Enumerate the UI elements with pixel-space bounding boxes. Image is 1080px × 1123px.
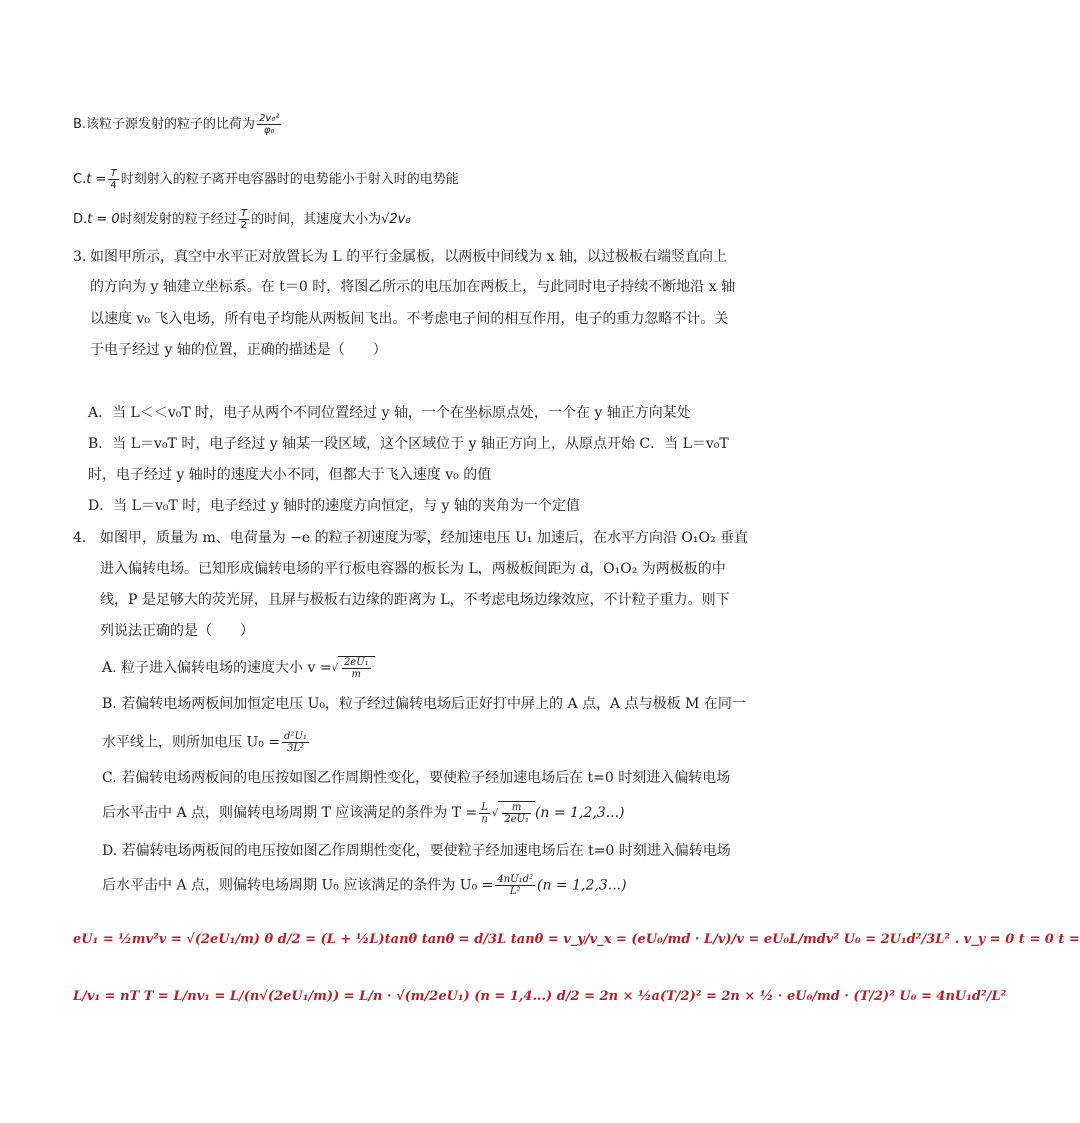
q4-option-c-line2: 后水平击中 A 点，则偏转电场周期 T 应该满足的条件为 T = $\frac{L}{n}$ √ $\frac{m}{\text{2eU₁}}$ (n = 1,2,3...) xyxy=(102,801,625,825)
answer-line1: eU₁ = ½mv²v = √(2eU₁/m) θ d/2 = (L + ½L)tanθ tanθ = d/3L tanθ = v_y/v_x = (eU₀/md · L/v)/v = eU₀L/mdv² U₀ = 2U₁d²/3L² . v_y = 0 t = 0 t = xyxy=(73,932,1080,947)
q4-number: 4. xyxy=(73,530,87,546)
q3-line1: 如图甲所示，真空中水平正对放置长为 L 的平行金属板，以两板中间线为 x 轴，以过极板右端竖直向上 xyxy=(90,249,727,265)
q4-option-b-line2: 水平线上，则所加电压 U₀ = $\frac{\text{d²U₁}}{\text{3L²}}$ xyxy=(102,731,307,754)
q3-option-b-line2: 时，电子经过 y 轴时的速度大小不同，但都大于飞入速度 v₀ 的值 xyxy=(88,467,492,483)
q3-option-b-line1: B．当 L＝v₀T 时，电子经过 y 轴某一段区域，这个区域位于 y 轴正方向上，从原点开始 C．当 L＝v₀T xyxy=(88,436,729,452)
prev-option-c: C.t = $\frac{T}{4}$ 时刻射入的粒子离开电容器时的电势能小于射入时的电势能 xyxy=(73,168,459,191)
sqrt-fraction: √ $\frac{\text{2eU₁}}{m}$ xyxy=(332,656,375,680)
q4-line3: 线，P 是足够大的荧光屏，且屏与极板右边缘的距离为 L，不考虑电场边缘效应，不计粒子重力。则下 xyxy=(100,592,730,608)
q4-line4: 列说法正确的是（ ） xyxy=(100,623,254,639)
q4-option-d-line2: 后水平击中 A 点，则偏转电场周期 U₀ 应该满足的条件为 U₀ = $\frac{\text{4nU₁d²}}{\text{L²}}$ (n = 1,2,3...) xyxy=(102,874,627,897)
prev-option-d: D.t = 0时刻发射的粒子经过 $\frac{T}{2}$ 的时间，其速度大小为√2v₀ xyxy=(73,208,411,231)
q4-option-b-line1: B. 若偏转电场两板间加恒定电压 U₀，粒子经过偏转电场后正好打中屏上的 A 点，A 点与极板 M 在同一 xyxy=(102,696,746,712)
option-b-fraction: $\frac{\text{2v₀²}}{\text{φ₀}}$ xyxy=(259,113,280,136)
q3-line4: 于电子经过 y 轴的位置，正确的描述是（ ） xyxy=(90,342,387,358)
option-b-text: B.该粒子源发射的粒子的比荷为 xyxy=(73,117,256,132)
option-c-fraction: $\frac{T}{4}$ xyxy=(110,168,117,191)
voltage-fraction: $\frac{\text{d²U₁}}{\text{3L²}}$ xyxy=(284,731,307,754)
q3-number: 3. xyxy=(73,249,87,265)
q3-option-d: D．当 L＝v₀T 时，电子经过 y 轴时的速度方向恒定，与 y 轴的夹角为一个定值 xyxy=(88,498,580,514)
sqrt-fraction: √ $\frac{m}{\text{2eU₁}}$ xyxy=(492,801,535,825)
q3-line2: 的方向为 y 轴建立坐标系。在 t＝0 时，将图乙所示的电压加在两板上，与此同时电子持续不断地沿 x 轴 xyxy=(90,279,736,295)
q3-option-a: A．当 L＜＜v₀T 时，电子从两个不同位置经过 y 轴，一个在坐标原点处，一个在 y 轴正方向某处 xyxy=(88,405,691,421)
answer-line2: L/v₁ = nT T = L/nv₁ = L/(n√(2eU₁/m)) = L/n · √(m/2eU₁) (n = 1,4...) d/2 = 2n × ½a(T/2)² = 2n × ½ · eU₀/md · (T/2)² U₀ = 4nU₁d²/L² xyxy=(73,989,1007,1004)
q4-line1: 如图甲，质量为 m、电荷量为 −e 的粒子初速度为零，经加速电压 U₁ 加速后，在水平方向沿 O₁O₂ 垂直 xyxy=(100,530,749,546)
q4-option-a: A. 粒子进入偏转电场的速度大小 v =√ $\frac{\text{2eU₁}}{m}$ xyxy=(102,656,375,680)
q4-line2: 进入偏转电场。已知形成偏转电场的平行板电容器的板长为 L，两极板间距为 d，O₁O₂ 为两极板的中 xyxy=(100,561,726,577)
q4-option-d-line1: D. 若偏转电场两板间的电压按如图乙作周期性变化，要使粒子经加速电场后在 t=0 时刻进入偏转电场 xyxy=(102,843,731,859)
option-d-fraction: $\frac{T}{2}$ xyxy=(240,208,248,231)
q3-line3: 以速度 v₀ 飞入电场，所有电子均能从两板间飞出。不考虑电子间的相互作用，电子的重力忽略不计。关 xyxy=(90,311,729,327)
q4-option-c-line1: C. 若偏转电场两板间的电压按如图乙作周期性变化，要使粒子经加速电场后在 t=0 时刻进入偏转电场 xyxy=(102,770,731,786)
prev-option-b xyxy=(73,113,283,136)
